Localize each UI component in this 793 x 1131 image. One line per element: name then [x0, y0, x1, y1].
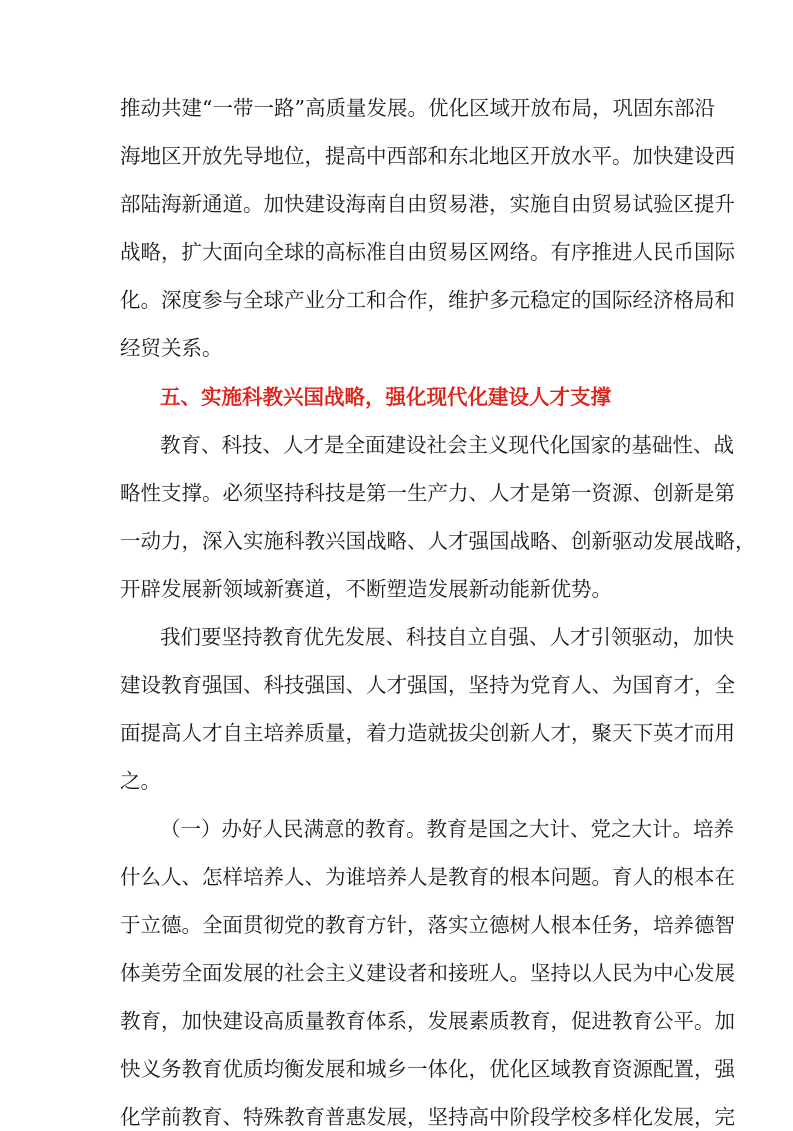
paragraph-line: 教育，加快建设高质量教育体系，发展素质教育，促进教育公平。加: [120, 1009, 735, 1033]
paragraph-line: 经贸关系。: [120, 336, 223, 360]
paragraph-line: 略性支撑。必须坚持科技是第一生产力、人才是第一资源、创新是第: [120, 481, 735, 505]
paragraph-line: 战略，扩大面向全球的高标准自由贸易区网络。有序推进人民币国际: [120, 240, 735, 264]
paragraph-line: 什么人、怎样培养人、为谁培养人是教育的根本问题。育人的根本在: [120, 865, 735, 889]
paragraph-line: 快义务教育优质均衡发展和城乡一体化，优化区域教育资源配置，强: [120, 1057, 735, 1081]
paragraph-line: 化学前教育、特殊教育普惠发展，坚持高中阶段学校多样化发展，完: [120, 1105, 735, 1129]
paragraph-line: 开辟发展新领域新赛道，不断塑造发展新动能新优势。: [120, 577, 612, 601]
section-heading: 五、实施科教兴国战略，强化现代化建设人才支撑: [160, 385, 611, 409]
paragraph-line: 我们要坚持教育优先发展、科技自立自强、人才引领驱动，加快: [160, 625, 734, 649]
paragraph-line: 推动共建“一带一路”高质量发展。优化区域开放布局，巩固东部沿: [120, 96, 715, 120]
paragraph-line: 部陆海新通道。加快建设海南自由贸易港，实施自由贸易试验区提升: [120, 192, 735, 216]
paragraph-line: 体美劳全面发展的社会主义建设者和接班人。坚持以人民为中心发展: [120, 961, 735, 985]
paragraph-line: 教育、科技、人才是全面建设社会主义现代化国家的基础性、战: [160, 433, 734, 457]
paragraph-line: 于立德。全面贯彻党的教育方针，落实立德树人根本任务，培养德智: [120, 913, 735, 937]
paragraph-line: 化。深度参与全球产业分工和合作，维护多元稳定的国际经济格局和: [120, 288, 735, 312]
paragraph-line: 一动力，深入实施科教兴国战略、人才强国战略、创新驱动发展战略，: [120, 529, 756, 553]
paragraph-line: 面提高人才自主培养质量，着力造就拔尖创新人才，聚天下英才而用: [120, 721, 735, 745]
paragraph-line: 海地区开放先导地位，提高中西部和东北地区开放水平。加快建设西: [120, 144, 735, 168]
paragraph-line: 建设教育强国、科技强国、人才强国，坚持为党育人、为国育才，全: [120, 673, 735, 697]
paragraph-line: （一）办好人民满意的教育。教育是国之大计、党之大计。培养: [160, 817, 734, 841]
paragraph-line: 之。: [120, 769, 161, 793]
